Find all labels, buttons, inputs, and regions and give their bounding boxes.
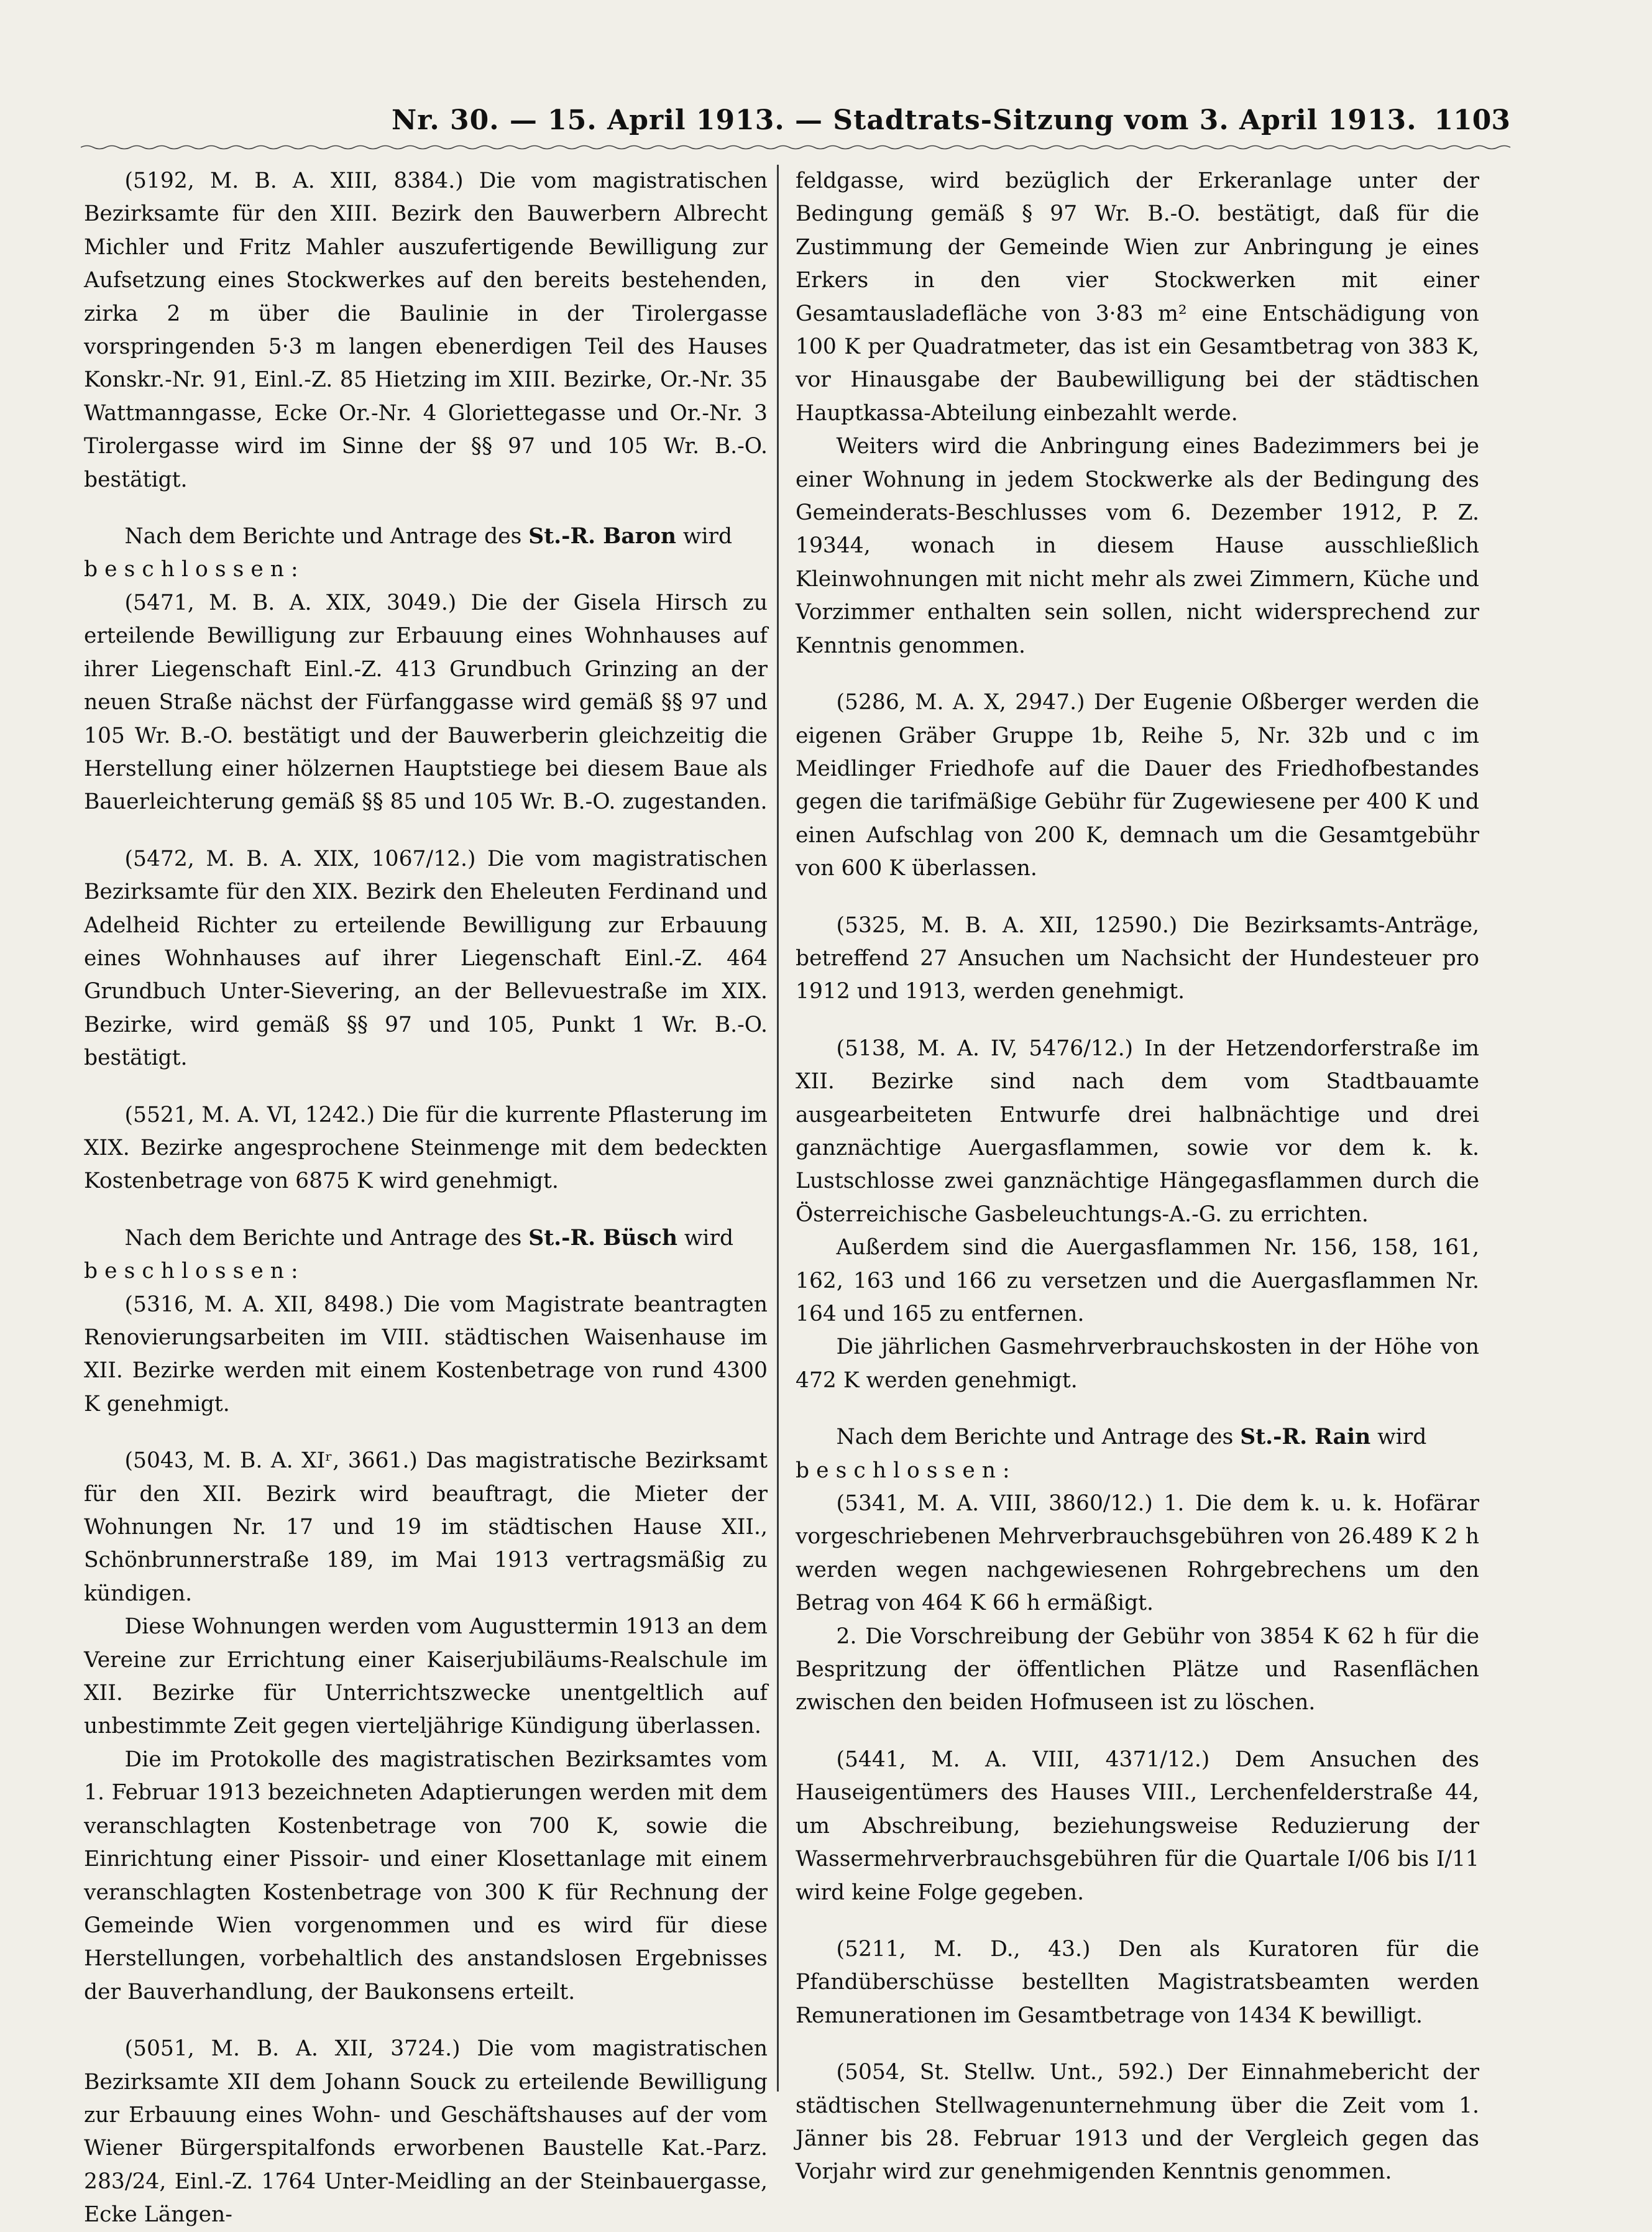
paragraph: (5325, M. B. A. XII, 12590.) Die Bezirksamts-Anträge, betreffend 27 Ansuchen um Nachsicht der Hundesteuer pro 1912 und 1913, werden genehmigt.: [796, 912, 1479, 1004]
motion-text: wird: [682, 524, 733, 549]
paragraph: 2. Die Vorschreibung der Gebühr von 3854 K 62 h für die Bespritzung der öffentlichen Plätze und Rasenflächen zwischen den beiden Hofmuseen ist zu löschen.: [796, 1623, 1479, 1715]
paragraph: (5051, M. B. A. XII, 3724.) Die vom magistratischen Bezirksamte XII dem Johann Souck zu erteilende Bewilligung zur Erbauung eines Wohn- und Geschäftshauses auf der vom Wiener Bürgerspitalfonds erworbenen Baustelle Kat.-Parz. 283/24, Einl.-Z. 1764 Unter-Meidling an der Steinbauergasse, Ecke Längen-: [84, 2036, 768, 2228]
paragraph: (5286, M. A. X, 2947.) Der Eugenie Oßberger werden die eigenen Gräber Gruppe 1b, Reihe 5, Nr. 32b und c im Meidlinger Friedhofe auf die Dauer des Friedhofbestandes gegen die tarifmäßige Gebühr für Zugewiesene per 400 K und einen Aufschlag von 200 K, demnach um die Gesamtgebühr von 600 K überlassen.: [796, 690, 1479, 881]
councillor-name: St.-R. Büsch: [528, 1225, 677, 1251]
motion-text: Nach dem Berichte und Antrage des: [124, 524, 522, 549]
motion-text: wird: [684, 1225, 734, 1251]
paragraph: (5138, M. A. IV, 5476/12.) In der Hetzendorferstraße im XII. Bezirke sind nach dem vom Stadtbauamte ausgearbeiteten Entwurfe drei halbnächtige und drei ganznächtige Auergasflammen, sowie vor dem k. k. Lustschlosse zwei ganznächtige Hängegasflammen durch die Österreichische Gasbeleuchtungs-A.-G. zu errichten.: [796, 1036, 1479, 1227]
page-header: [68, 104, 1510, 148]
paragraph: (5471, M. B. A. XIX, 3049.) Die der Gisela Hirsch zu erteilende Bewilligung zur Erbauung eines Wohnhauses auf ihrer Liegenschaft Einl.-Z. 413 Grundbuch Grinzing an der neuen Straße nächst der Fürfanggasse wird gemäß §§ 97 und 105 Wr. B.-O. bestätigt und der Bauwerberin gleichzeitig die Herstellung einer hölzernen Hauptstiege bei diesem Baue als Bauerleichterung gemäß §§ 85 und 105 Wr. B.-O. zugestanden.: [84, 590, 768, 815]
resolved-label: beschlossen:: [84, 557, 305, 582]
councillor-name: St.-R. Baron: [528, 524, 676, 549]
page-number: 1103: [1434, 104, 1510, 136]
motion-text: Nach dem Berichte und Antrage des: [124, 1225, 522, 1251]
paragraph: (5521, M. A. VI, 1242.) Die für die kurrente Pflasterung im XIX. Bezirke angesprochene Steinmenge mit dem bedeckten Kostenbetrage von 6875 K wird genehmigt.: [84, 1102, 768, 1194]
paragraph: Weiters wird die Anbringung eines Badezimmers bei je einer Wohnung in jedem Stockwerke als der Bedingung des Gemeinderats-Beschlusses vom 6. Dezember 1912, P. Z. 19344, wonach in diesem Hause ausschließlich Kleinwohnungen mit nicht mehr als zwei Zimmern, Küche und Vorzimmer enthalten sein sollen, nicht widersprechend zur Kenntnis genommen.: [796, 434, 1479, 658]
resolved-label: beschlossen:: [796, 1458, 1017, 1483]
paragraph: (5472, M. B. A. XIX, 1067/12.) Die vom magistratischen Bezirksamte für den XIX. Bezirk den Eheleuten Ferdinand und Adelheid Richter zu erteilende Bewilligung zur Erbauung eines Wohnhauses auf ihrer Liegenschaft Einl.-Z. 464 Grundbuch Unter-Sievering, an der Bellevuestraße im XIX. Bezirke, wird gemäß §§ 97 und 105, Punkt 1 Wr. B.-O. bestätigt.: [84, 846, 768, 1071]
paragraph: Außerdem sind die Auergasflammen Nr. 156, 158, 161, 162, 163 und 166 zu versetzen und die Auergasflammen Nr. 164 und 165 zu entfernen.: [796, 1235, 1479, 1326]
column-divider: [777, 165, 779, 2092]
left-column: [84, 165, 768, 2232]
paragraph: feldgasse, wird bezüglich der Erkeranlage unter der Bedingung gemäß § 97 Wr. B.-O. bestätigt, daß für die Zustimmung der Gemeinde Wien zur Anbringung je eines Erkers in den vier Stockwerken mit einer Gesamtausladefläche von 3·83 m² eine Entschädigung von 100 K per Quadratmeter, das ist ein Gesamtbetrag von 383 K, vor Hinausgabe der Baubewilligung bei der städtischen Hauptkassa-Abteilung einbezahlt werde.: [796, 168, 1479, 426]
paragraph: Diese Wohnungen werden vom Augusttermin 1913 an dem Vereine zur Errichtung einer Kaiserjubiläums-Realschule im XII. Bezirke für Unterrichtszwecke unentgeltlich auf unbestimmte Zeit gegen vierteljährige Kündigung überlassen.: [84, 1614, 768, 1739]
paragraph: (5341, M. A. VIII, 3860/12.) 1. Die dem k. u. k. Hofärar vorgeschriebenen Mehrverbrauchsgebühren von 26.489 K 2 h werden wegen nachgewiesenen Rohrgebrechens um den Betrag von 464 K 66 h ermäßigt.: [796, 1491, 1479, 1616]
motion-paragraph: [796, 1421, 1479, 1454]
paragraph: Die jährlichen Gasmehrverbrauchskosten in der Höhe von 472 K werden genehmigt.: [796, 1334, 1479, 1393]
paragraph: (5043, M. B. A. XIʳ, 3661.) Das magistratische Bezirksamt für den XII. Bezirk wird beauftragt, die Mieter der Wohnungen Nr. 17 und 19 im städtischen Hause XII., Schönbrunnerstraße 189, im Mai 1913 vertragsmäßig zu kündigen.: [84, 1448, 768, 1606]
paragraph: (5441, M. A. VIII, 4371/12.) Dem Ansuchen des Hauseigentümers des Hauses VIII., Lerchenfelderstraße 44, um Abschreibung, beziehungsweise Reduzierung der Wassermehrverbrauchsgebühren für die Quartale I/06 bis I/11 wird keine Folge gegeben.: [796, 1747, 1479, 1905]
header-wavy-rule: [81, 144, 1517, 150]
motion-paragraph: [84, 520, 768, 553]
resolved-label: beschlossen:: [84, 1259, 305, 1284]
motion-paragraph: [84, 1222, 768, 1255]
paragraph: (5192, M. B. A. XIII, 8384.) Die vom magistratischen Bezirksamte für den XIII. Bezirk den Bauwerbern Albrecht Michler und Fritz Mahler auszufertigende Bewilligung zur Aufsetzung eines Stockwerkes auf den bereits bestehenden, zirka 2 m über die Baulinie in der Tirolergasse vorspringenden 5·3 m langen ebenerdigen Teil des Hauses Konskr.-Nr. 91, Einl.-Z. 85 Hietzing im XIII. Bezirke, Or.-Nr. 35 Wattmanngasse, Ecke Or.-Nr. 4 Gloriettegasse und Or.-Nr. 3 Tirolergasse wird im Sinne der §§ 97 und 105 Wr. B.-O. bestätigt.: [84, 168, 768, 492]
paragraph: (5211, M. D., 43.) Den als Kuratoren für die Pfandüberschüsse bestellten Magistratsbeamten werden Remunerationen im Gesamtbetrage von 1434 K bewilligt.: [796, 1936, 1479, 2028]
councillor-name: St.-R. Rain: [1240, 1425, 1371, 1450]
motion-text: Nach dem Berichte und Antrage des: [836, 1425, 1234, 1450]
motion-text: wird: [1377, 1425, 1427, 1450]
paragraph: (5054, St. Stellw. Unt., 592.) Der Einnahmebericht der städtischen Stellwagenunternehmung über die Zeit vom 1. Jänner bis 28. Februar 1913 und der Vergleich gegen das Vorjahr wird zur genehmigenden Kenntnis genommen.: [796, 2060, 1479, 2185]
paragraph: (5316, M. A. XII, 8498.) Die vom Magistrate beantragten Renovierungsarbeiten im VIII. städtischen Waisenhause im XII. Bezirke werden mit einem Kostenbetrage von rund 4300 K genehmigt.: [84, 1292, 768, 1417]
page-title: Nr. 30. — 15. April 1913. — Stadtrats-Sitzung vom 3. April 1913.: [392, 104, 1417, 136]
paragraph: Die im Protokolle des magistratischen Bezirksamtes vom 1. Februar 1913 bezeichneten Adaptierungen werden mit dem veranschlagten Kostenbetrage von 700 K, sowie die Einrichtung einer Pissoir- und einer Klosettanlage mit einem veranschlagten Kostenbetrage von 300 K für Rechnung der Gemeinde Wien vorgenommen und es wird für diese Herstellungen, vorbehaltlich des anstandslosen Ergebnisses der Bauverhandlung, der Baukonsens erteilt.: [84, 1747, 768, 2005]
right-column: [796, 165, 1479, 2189]
